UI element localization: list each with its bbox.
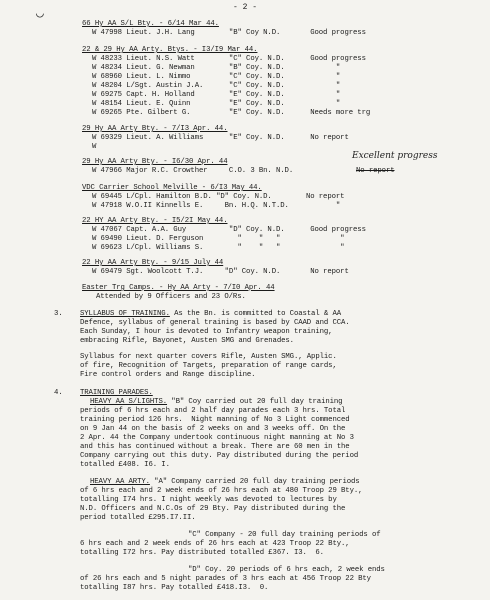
- entry-row: W 69479 Sgt. Woolcott T.J. "D" Coy. N.D. No report: [92, 268, 349, 276]
- paragraph-text: on 9 Jan 44 on the basis of 2 weeks on and 3 weeks off. On the: [80, 425, 346, 433]
- paragraph-text: totalling I87 hrs. Pay totalled £418.I3. 0.: [80, 584, 269, 592]
- paragraph-text: period totalled £295.I7.II.: [80, 514, 196, 522]
- paragraph-title: HEAVY AA S/LIGHTS.: [90, 398, 168, 406]
- entry-heading: 22 Hy AA Arty Bty. - 9/15 July 44: [82, 259, 224, 267]
- entry-heading: 66 Hy AA S/L Bty. - 6/14 Mar 44.: [82, 20, 219, 28]
- entry-row: W 48204 L/Sgt. Austin J.A. "C" Coy. N.D. ": [92, 82, 341, 90]
- entry-row: W 47998 Lieut. J.H. Lang "B" Coy N.D. Good progress: [92, 29, 366, 37]
- entry-row: W 69623 L/Cpl. Williams S. " " " ": [92, 244, 345, 252]
- section-text: Defence, syllabus of general training is based by CAAD and CCA.: [80, 319, 350, 327]
- section-text: As the Bn. is committed to Coastal & AA: [169, 310, 342, 318]
- entry-row: W 69265 Pte. Gilbert G. "E" Coy. N.D. Needs more trg: [92, 109, 371, 117]
- paragraph-text: Company carrying out this duty. Pay distributed during the period: [80, 452, 359, 460]
- section-text: Syllabus for next quarter covers Rifle, Austen SMG., Applic.: [80, 353, 337, 361]
- paragraph-text: of 6 hrs each and 2 week ends of 26 hrs each at 480 Troop 29 Bty.,: [80, 487, 363, 495]
- paragraph-text: of 26 hrs each and 5 night parades of 3 hrs each at 456 Troop 22 Bty: [80, 575, 371, 583]
- section-title: TRAINING PARADES.: [80, 389, 153, 397]
- paragraph-title: HEAVY AA ARTY.: [90, 478, 150, 486]
- section-text: Fire control orders and Range discipline.: [80, 371, 256, 379]
- entry-heading: 22 HY AA Arty Bty. - I5/2I May 44.: [82, 217, 228, 225]
- paragraph-text: and this has continued without a break. There are 60 men in the: [80, 443, 350, 451]
- paragraph-text: "C" Company - 20 full day training periods of: [188, 531, 381, 539]
- paragraph-text: "A" Company carried 20 full day training periods: [149, 478, 360, 486]
- entry-row: W 69445 L/Cpl. Hamilton B.D. "D" Coy. N.D. No report: [92, 193, 345, 201]
- paragraph-text: totalling I74 hrs. I night weekly was devoted to lectures by: [80, 496, 337, 504]
- entry-heading: 29 Hy AA Arty Bty. - 7/I3 Apr. 44.: [82, 125, 228, 133]
- paragraph-text: "D" Coy. 20 periods of 6 hrs each, 2 week ends: [188, 566, 385, 574]
- entry-row: W 48154 Lieut. E. Quinn "E" Coy. N.D. ": [92, 100, 341, 108]
- entry-row: W 69275 Capt. H. Holland "E" Coy. N.D. ": [92, 91, 341, 99]
- section-text: embracing Rifle, Bayonet, Austen SMG and Grenades.: [80, 337, 294, 345]
- entry-heading: VDC Carrier School Melville - 6/I3 May 44.: [82, 184, 262, 192]
- section-text: Each Sunday, I hour is devoted to Infantry weapon training,: [80, 328, 333, 336]
- page-number: - 2 -: [232, 3, 257, 12]
- section-title: SYLLABUS OF TRAINING.: [80, 310, 170, 318]
- entry-row: Attended by 9 Officers and 23 O/Rs.: [96, 293, 246, 301]
- paragraph-text: totalling I72 hrs. Pay distributed totalled £367. I3. 6.: [80, 549, 324, 557]
- paragraph-text: 2 Apr. 44 the Company undertook continuous night manning at No 3: [80, 434, 354, 442]
- struck-remark: No report: [356, 167, 395, 175]
- entry-row: W 48234 Lieut. G. Newman "B" Coy. N.D. ": [92, 64, 341, 72]
- section-number: 3.: [54, 310, 63, 318]
- entry-row: W 47067 Capt. A.A. Guy "D" Coy. N.D. Good progress: [92, 226, 366, 234]
- entry-row: W 47918 W.O.II Kinnells E. Bn. H.Q. N.T.D. ": [92, 202, 341, 210]
- punch-hole-mark: ◡: [36, 6, 44, 21]
- section-text: of fire, Recognition of Targets, preparation of range cards,: [80, 362, 337, 370]
- section-line: [80, 310, 341, 318]
- entry-row: W 47966 Major R.C. Crowther C.O. 3 Bn. N.D.: [92, 167, 294, 175]
- paragraph-text: N.D. Officers and N.C.Os of 29 Bty. Pay distributed during the: [80, 505, 346, 513]
- entry-heading: Easter Trg Camps. - Hy AA Arty - 7/I0 Apr. 44: [82, 284, 275, 292]
- handwritten-remark: Excellent progress: [352, 151, 438, 161]
- paragraph-text: 6 hrs each and 2 week ends of 26 hrs each at 423 Troop 22 Bty.,: [80, 540, 350, 548]
- paragraph-line: [90, 398, 342, 406]
- paragraph-text: "B" Coy carried out 20 full day training: [167, 398, 343, 406]
- entry-row: W 69490 Lieut. D. Ferguson " " " ": [92, 235, 345, 243]
- entry-heading: 29 Hy AA Arty Bty. - I6/30 Apr. 44: [82, 158, 228, 166]
- paragraph-text: training period 126 hrs. Night manning of No 3 Light commenced: [80, 416, 350, 424]
- entry-row: W 68960 Lieut. L. Nimmo "C" Coy. N.D. ": [92, 73, 341, 81]
- section-number: 4.: [54, 389, 63, 397]
- paragraph-line: [90, 478, 360, 486]
- paragraph-text: periods of 6 hrs each and 2 half day parades each 3 hrs. Total: [80, 407, 346, 415]
- entry-row: W: [92, 143, 97, 151]
- entry-heading: 22 & 29 Hy AA Arty. Btys. - I3/I9 Mar 44.: [82, 46, 258, 54]
- entry-row: W 69329 Lieut. A. Williams "E" Coy. N.D. No report: [92, 134, 349, 142]
- entry-row: W 48233 Lieut. N.S. Watt "C" Coy. N.D. Good progress: [92, 55, 366, 63]
- paragraph-text: totalled £408. I6. I.: [80, 461, 170, 469]
